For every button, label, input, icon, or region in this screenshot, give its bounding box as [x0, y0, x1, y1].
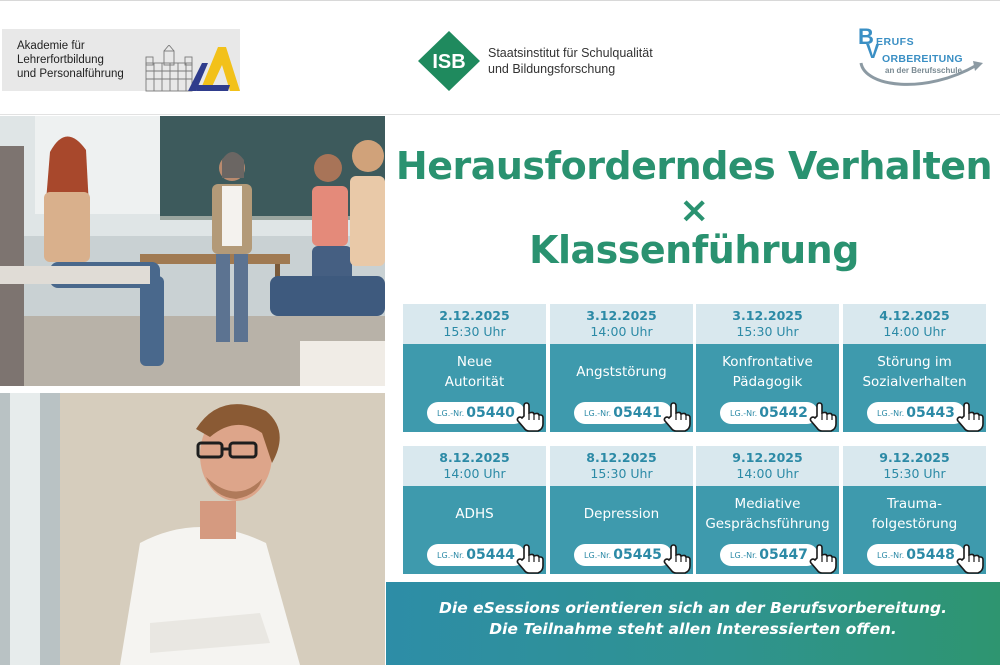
session-body: [843, 344, 986, 432]
title-area: [388, 116, 1000, 296]
session-body: [550, 486, 693, 574]
hand-pointer-icon: [663, 544, 691, 574]
session-card: [550, 446, 693, 574]
session-topic: Angststörung: [576, 364, 667, 380]
teacher-portrait-photo: [0, 393, 385, 665]
alp-line-3: und Personalführung: [17, 68, 124, 80]
session-datetime: [696, 304, 839, 344]
session-card: [696, 304, 839, 432]
session-topic: Konfrontative Pädagogik: [722, 354, 813, 390]
bv-letter-v: V: [866, 41, 880, 63]
alp-line-2: Lehrerfortbildung: [17, 54, 104, 66]
session-time: 15:30 Uhr: [590, 466, 653, 481]
header: [0, 0, 1000, 115]
session-topic: ADHS: [455, 506, 494, 522]
bv-letter-b: B: [858, 24, 874, 49]
lg-nr-label: LG.-Nr.: [584, 408, 612, 418]
session-datetime: [696, 446, 839, 486]
session-topic: Störung im Sozialverhalten: [862, 354, 967, 390]
title-line-3: Klassenführung: [529, 228, 859, 272]
lg-nr-number: 05444: [466, 547, 515, 563]
lg-nr-label: LG.-Nr.: [877, 550, 905, 560]
banner-line-2: Die Teilnahme steht allen Interessierten offen.: [489, 620, 897, 638]
session-datetime: [843, 304, 986, 344]
isb-logo-icon: [418, 31, 480, 91]
portrait-illustration: [0, 393, 385, 665]
session-datetime: [403, 446, 546, 486]
session-body: [550, 344, 693, 432]
session-card: [403, 446, 546, 574]
session-datetime: [843, 446, 986, 486]
session-topic: Mediative Gesprächsführung: [705, 496, 830, 532]
isb-line-2: und Bildungsforschung: [488, 62, 616, 76]
session-date: 3.12.2025: [586, 308, 657, 323]
session-topic: Depression: [583, 506, 660, 522]
hand-pointer-icon: [809, 402, 837, 432]
lg-nr-number: 05448: [906, 547, 955, 563]
session-datetime: [550, 304, 693, 344]
session-time: 14:00 Uhr: [883, 324, 946, 339]
bv-erufs: ERUFS: [876, 36, 915, 48]
isb-name: [488, 45, 653, 77]
lg-nr-number: 05443: [906, 405, 955, 421]
session-topic: Neue Autorität: [444, 354, 505, 390]
lg-nr-number: 05445: [613, 547, 662, 563]
session-register-link[interactable]: [427, 544, 525, 566]
title-line-1: Herausforderndes Verhalten: [395, 144, 993, 188]
session-date: 8.12.2025: [439, 450, 510, 465]
session-card: [696, 446, 839, 574]
alp-name: [17, 39, 124, 81]
classroom-illustration: [0, 116, 385, 386]
lg-nr-number: 05442: [759, 405, 808, 421]
session-topic: Trauma- folgestörung: [871, 496, 958, 532]
session-card: [403, 304, 546, 432]
session-body: [696, 486, 839, 574]
session-body: [843, 486, 986, 574]
session-register-link[interactable]: [427, 402, 525, 424]
alp-line-1: Akademie für: [17, 40, 85, 52]
session-date: 3.12.2025: [732, 308, 803, 323]
hand-pointer-icon: [809, 544, 837, 574]
session-date: 9.12.2025: [732, 450, 803, 465]
alp-logo: [2, 29, 240, 91]
classroom-photo: [0, 116, 385, 386]
banner-line-1: Die eSessions orientieren sich an der Berufsvorbereitung.: [439, 599, 947, 617]
session-register-link[interactable]: [867, 402, 965, 424]
footer-banner: [386, 582, 1000, 665]
session-register-link[interactable]: [720, 544, 818, 566]
session-body: [696, 344, 839, 432]
lg-nr-number: 05447: [759, 547, 808, 563]
session-datetime: [403, 304, 546, 344]
session-time: 14:00 Uhr: [736, 466, 799, 481]
lg-nr-label: LG.-Nr.: [584, 550, 612, 560]
session-register-link[interactable]: [867, 544, 965, 566]
session-card: [550, 304, 693, 432]
session-time: 15:30 Uhr: [883, 466, 946, 481]
lg-nr-label: LG.-Nr.: [730, 550, 758, 560]
session-time: 15:30 Uhr: [736, 324, 799, 339]
session-time: 14:00 Uhr: [590, 324, 653, 339]
lg-nr-label: LG.-Nr.: [877, 408, 905, 418]
lg-nr-label: LG.-Nr.: [437, 550, 465, 560]
bv-subtitle: an der Berufsschule: [885, 66, 962, 75]
session-datetime: [550, 446, 693, 486]
hand-pointer-icon: [516, 544, 544, 574]
sessions-row-1: [403, 304, 986, 432]
session-date: 2.12.2025: [439, 308, 510, 323]
hand-pointer-icon: [663, 402, 691, 432]
session-body: [403, 486, 546, 574]
session-date: 4.12.2025: [879, 308, 950, 323]
sessions-row-2: [403, 446, 986, 574]
session-body: [403, 344, 546, 432]
lg-nr-number: 05441: [613, 405, 662, 421]
isb-logo-text: ISB: [432, 51, 466, 73]
isb-line-1: Staatsinstitut für Schulqualität: [488, 46, 653, 60]
session-card: [843, 446, 986, 574]
session-register-link[interactable]: [574, 544, 672, 566]
castle-logo-icon: [144, 45, 242, 93]
session-time: 15:30 Uhr: [443, 324, 506, 339]
session-date: 9.12.2025: [879, 450, 950, 465]
session-date: 8.12.2025: [586, 450, 657, 465]
hand-pointer-icon: [516, 402, 544, 432]
session-register-link[interactable]: [720, 402, 818, 424]
lg-nr-label: LG.-Nr.: [437, 408, 465, 418]
hand-pointer-icon: [956, 544, 984, 574]
lg-nr-number: 05440: [466, 405, 515, 421]
hand-pointer-icon: [956, 402, 984, 432]
session-card: [843, 304, 986, 432]
title-times-symbol: ×: [679, 190, 709, 231]
bv-orbereitung: ORBEREITUNG: [882, 53, 963, 65]
session-time: 14:00 Uhr: [443, 466, 506, 481]
lg-nr-label: LG.-Nr.: [730, 408, 758, 418]
session-register-link[interactable]: [574, 402, 672, 424]
